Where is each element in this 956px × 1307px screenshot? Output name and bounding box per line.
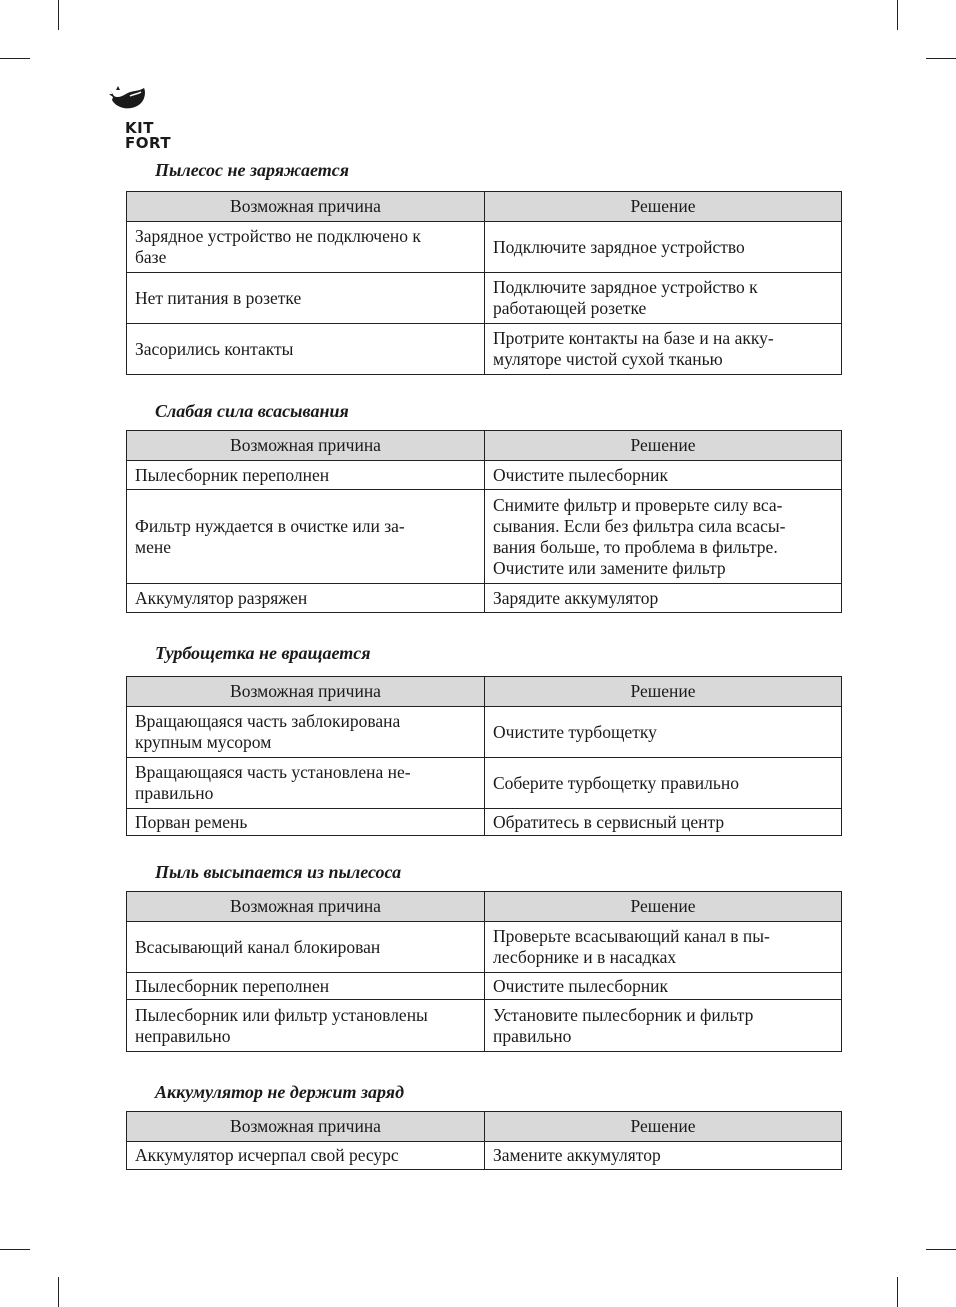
table-row <box>127 324 842 375</box>
crop-mark <box>0 1249 30 1250</box>
table-row <box>127 922 842 973</box>
troubleshooting-table <box>126 891 842 1052</box>
column-header-cause: Возможная причина <box>127 892 485 922</box>
column-header-cause: Возможная причина <box>127 431 485 461</box>
column-header-cause: Возможная причина <box>127 1112 485 1142</box>
table-header-row <box>127 431 842 461</box>
cause-cell: Фильтр нуждается в очистке или за- мене <box>127 490 485 584</box>
section-title: Аккумулятор не держит заряд <box>155 1082 404 1102</box>
crop-mark <box>926 58 956 59</box>
column-header-solution: Решение <box>485 1112 842 1142</box>
whale-icon <box>108 86 148 114</box>
crop-mark <box>58 1277 59 1307</box>
crop-mark <box>58 0 59 30</box>
cause-cell: Нет питания в розетке <box>127 273 485 324</box>
solution-cell: Соберите турбощетку правильно <box>485 758 842 809</box>
table-row <box>127 461 842 490</box>
table-row <box>127 584 842 613</box>
column-header-cause: Возможная причина <box>127 677 485 707</box>
cause-cell: Вращающаяся часть заблокирована крупным мусором <box>127 707 485 758</box>
table-row <box>127 758 842 809</box>
column-header-solution: Решение <box>485 431 842 461</box>
table-row <box>127 973 842 1000</box>
kitfort-logo <box>108 86 178 151</box>
section-title: Пылесос не заряжается <box>155 160 349 180</box>
troubleshooting-table <box>126 1111 842 1170</box>
solution-cell: Проверьте всасывающий канал в пы- лесборнике и в насадках <box>485 922 842 973</box>
troubleshooting-table <box>126 676 842 836</box>
column-header-cause: Возможная причина <box>127 192 485 222</box>
crop-mark <box>0 58 30 59</box>
solution-cell: Подключите зарядное устройство <box>485 222 842 273</box>
table-header-row <box>127 192 842 222</box>
solution-cell: Снимите фильтр и проверьте силу вса- сывания. Если без фильтра сила всасы- вания больше, то проблема в фильтре. Очистите или замените фильтр <box>485 490 842 584</box>
solution-cell: Зарядите аккумулятор <box>485 584 842 613</box>
table-row <box>127 707 842 758</box>
section-title: Турбощетка не вращается <box>155 643 371 663</box>
column-header-solution: Решение <box>485 192 842 222</box>
table-row <box>127 1000 842 1052</box>
cause-cell: Аккумулятор исчерпал свой ресурс <box>127 1142 485 1170</box>
cause-cell: Аккумулятор разряжен <box>127 584 485 613</box>
crop-mark <box>897 1277 898 1307</box>
logo-text: KIT FORT <box>125 119 172 152</box>
solution-cell: Установите пылесборник и фильтр правильно <box>485 1000 842 1052</box>
table-row <box>127 222 842 273</box>
cause-cell: Засорились контакты <box>127 324 485 375</box>
column-header-solution: Решение <box>485 892 842 922</box>
solution-cell: Очистите пылесборник <box>485 461 842 490</box>
cause-cell: Пылесборник переполнен <box>127 461 485 490</box>
cause-cell: Всасывающий канал блокирован <box>127 922 485 973</box>
cause-cell: Пылесборник или фильтр установлены неправильно <box>127 1000 485 1052</box>
solution-cell: Замените аккумулятор <box>485 1142 842 1170</box>
table-row <box>127 1142 842 1170</box>
solution-cell: Очистите пылесборник <box>485 973 842 1000</box>
table-header-row <box>127 677 842 707</box>
table-row <box>127 273 842 324</box>
crop-mark <box>926 1249 956 1250</box>
solution-cell: Протрите контакты на базе и на акку- муляторе чистой сухой тканью <box>485 324 842 375</box>
cause-cell: Вращающаяся часть установлена не- правильно <box>127 758 485 809</box>
troubleshooting-table <box>126 191 842 375</box>
cause-cell: Порван ремень <box>127 809 485 836</box>
column-header-solution: Решение <box>485 677 842 707</box>
troubleshooting-table <box>126 430 842 613</box>
section-title: Пыль высыпается из пылесоса <box>155 862 402 882</box>
cause-cell: Пылесборник переполнен <box>127 973 485 1000</box>
table-row <box>127 490 842 584</box>
solution-cell: Очистите турбощетку <box>485 707 842 758</box>
cause-cell: Зарядное устройство не подключено к базе <box>127 222 485 273</box>
section-title: Слабая сила всасывания <box>155 401 349 421</box>
solution-cell: Обратитесь в сервисный центр <box>485 809 842 836</box>
table-header-row <box>127 1112 842 1142</box>
table-row <box>127 809 842 836</box>
crop-mark <box>897 0 898 30</box>
solution-cell: Подключите зарядное устройство к работающей розетке <box>485 273 842 324</box>
table-header-row <box>127 892 842 922</box>
